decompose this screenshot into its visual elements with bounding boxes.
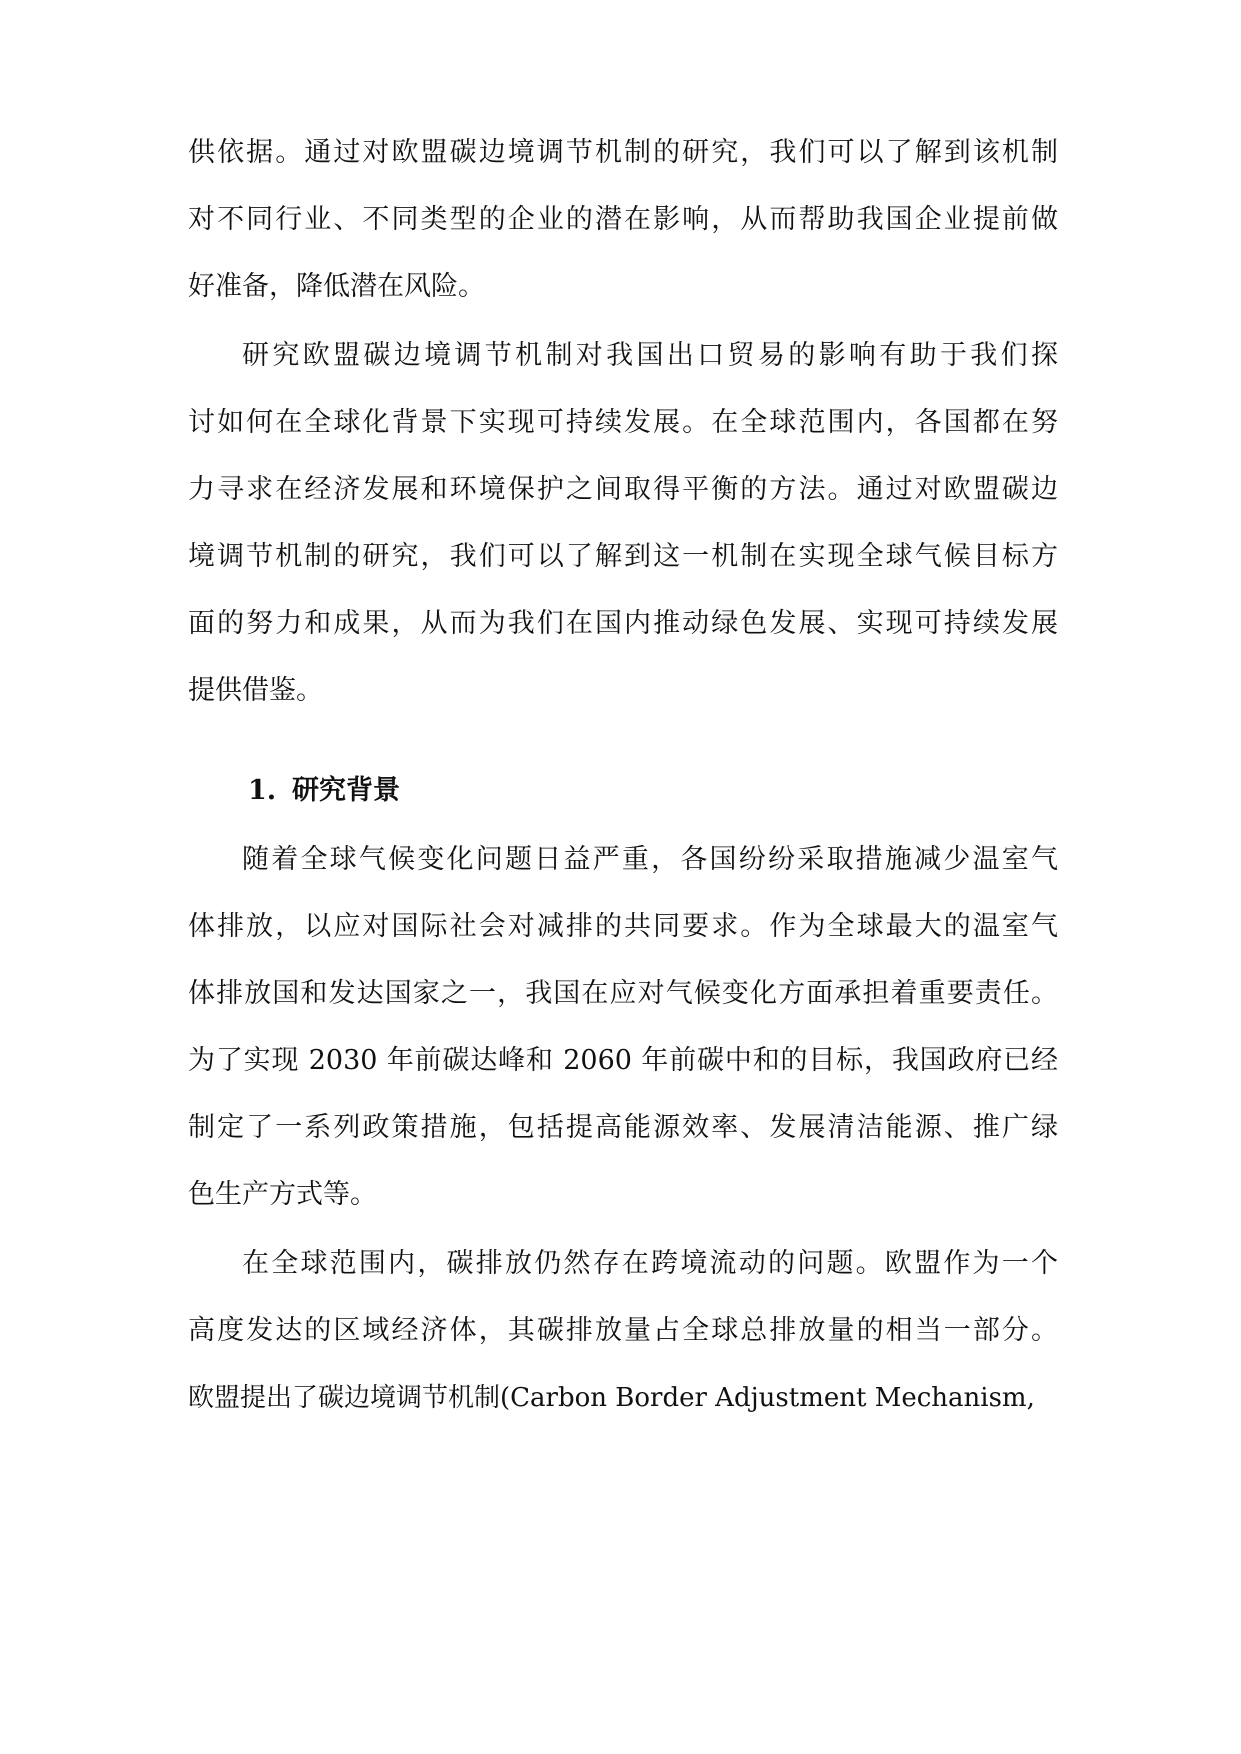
text-line: 对不同行业、不同类型的企业的潜在影响，从而帮助我国企业提前做 — [188, 204, 1058, 235]
text-line: 为了实现 2030 年前碳达峰和 2060 年前碳中和的目标，我国政府已经 — [188, 1045, 1058, 1076]
heading-number: 1. — [248, 775, 277, 806]
section-heading — [248, 771, 400, 811]
text-line: 随着全球气候变化问题日益严重，各国纷纷采取措施减少温室气 — [242, 844, 1058, 875]
text-line: 制定了一系列政策措施，包括提高能源效率、发展清洁能源、推广绿 — [188, 1112, 1058, 1143]
text-line: 色生产方式等。 — [188, 1179, 377, 1210]
text-line: 体排放国和发达国家之一，我国在应对气候变化方面承担着重要责任。 — [188, 978, 1058, 1009]
text-line: 高度发达的区域经济体，其碳排放量占全球总排放量的相当一部分。 — [188, 1315, 1058, 1346]
text-line: 在全球范围内，碳排放仍然存在跨境流动的问题。欧盟作为一个 — [242, 1248, 1058, 1279]
text-line: 体排放，以应对国际社会对减排的共同要求。作为全球最大的温室气 — [188, 911, 1058, 942]
text-line: 境调节机制的研究，我们可以了解到这一机制在实现全球气候目标方 — [188, 541, 1058, 572]
text-line: 面的努力和成果，从而为我们在国内推动绿色发展、实现可持续发展 — [188, 608, 1058, 639]
text-line: 力寻求在经济发展和环境保护之间取得平衡的方法。通过对欧盟碳边 — [188, 474, 1058, 505]
text-line: 好准备，降低潜在风险。 — [188, 271, 485, 302]
text-line: 讨如何在全球化背景下实现可持续发展。在全球范围内，各国都在努 — [188, 407, 1058, 438]
text-line: 供依据。通过对欧盟碳边境调节机制的研究，我们可以了解到该机制 — [188, 137, 1058, 168]
text-line: 欧盟提出了碳边境调节机制(Carbon Border Adjustment Mechanism, — [188, 1383, 1035, 1413]
text-line: 提供借鉴。 — [188, 675, 323, 706]
heading-title: 研究背景 — [292, 775, 400, 806]
text-line: 研究欧盟碳边境调节机制对我国出口贸易的影响有助于我们探 — [242, 340, 1058, 371]
